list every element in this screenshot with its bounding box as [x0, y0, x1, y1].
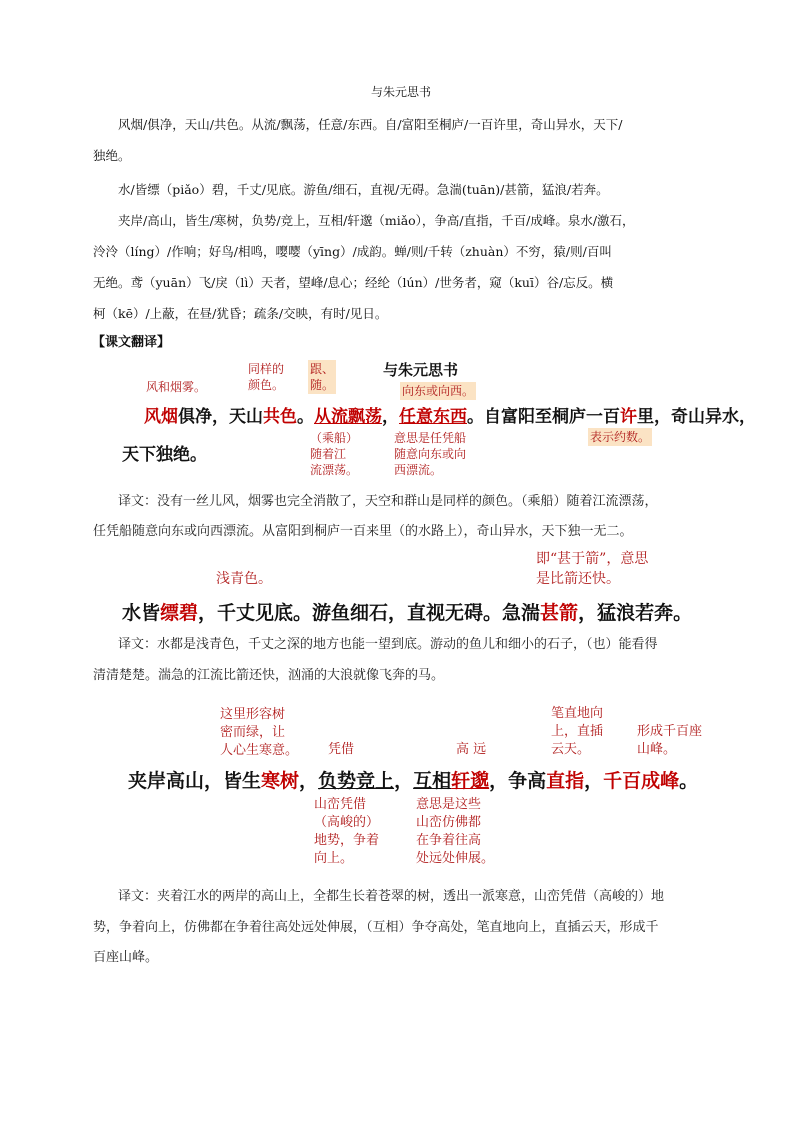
note-dongxi: 向东或向西。: [402, 384, 475, 398]
page-title: 与朱元思书: [371, 85, 432, 99]
original-line-5: 泠泠（líng）/作响；好鸟/相鸣，嘤嘤（yīng）/成韵。蝉/则/千转（zhuàn）不穷，猿/则/百叫: [93, 244, 612, 259]
word-fengyan: 风烟: [144, 407, 178, 427]
translation-3-line-3: 百座山峰。: [93, 950, 159, 965]
word-chengfeng: 千百成峰: [603, 770, 680, 792]
word-shenjian: 甚箭: [540, 602, 579, 624]
block1-sentence: [144, 402, 756, 427]
original-line-7: 柯（kē）/上蔽，在昼/犹昏；疏条/交映，有时/见日。: [93, 306, 388, 321]
text-seg: ，猛浪若奔。: [578, 602, 693, 624]
text-seg: 俱净，天山: [178, 407, 263, 427]
note-chuan: （乘船） 随着江 流漂荡。: [310, 431, 359, 477]
original-line-1: 风烟/俱净，天山/共色。从流/飘荡，任意/东西。自/富阳至桐庐/一百许里，奇山异水，天下/: [118, 117, 623, 132]
note-shenjian: 即“甚于箭”，意思 是比箭还快。: [536, 551, 649, 587]
translation-1-line-1: 译文：没有一丝儿风，烟雾也完全消散了，天空和群山是同样的颜色。（乘船）随着江流漂荡，: [118, 494, 658, 509]
section-heading: 【课文翻译】: [92, 335, 171, 350]
word-hanshu: 寒树: [261, 770, 300, 792]
word-congliu: 从流飘荡: [314, 407, 382, 427]
translation-2-line-2: 清清楚楚。湍急的江流比箭还快，汹涌的大浪就像飞奔的马。: [93, 668, 445, 683]
word-xuanmiao: 轩邈: [451, 770, 490, 792]
word-fushi: 负势竞上: [318, 770, 395, 792]
block1-sentence-cont: 天下独绝。: [122, 445, 207, 465]
note-gaoyuan: 高 远: [456, 742, 487, 757]
block1-title: 与朱元思书: [383, 361, 459, 379]
text-seg: 。自富阳至桐庐一百: [467, 407, 620, 427]
word-piaobi: 缥碧: [160, 602, 199, 624]
word-renyi: 任意东西: [399, 407, 467, 427]
text-seg: 夹岸高山，皆生: [128, 770, 262, 792]
original-line-2: 独绝。: [93, 148, 131, 163]
note-xu: 表示约数。: [590, 430, 651, 444]
text-seg: 。: [297, 407, 314, 427]
text-seg: ，: [299, 770, 319, 792]
original-line-3: 水/皆缥（piǎo）碧，千丈/见底。游鱼/细石，直视/无碍。急湍(tuān)/甚箭，猛浪/若奔。: [118, 182, 609, 197]
text-seg: 水皆: [122, 602, 161, 624]
word-gongse: 共色: [263, 407, 297, 427]
translation-1-line-2: 任凭船随意向东或向西漂流。从富阳到桐庐一百来里（的水路上），奇山异水，天下独一无二。: [93, 524, 633, 539]
note-hanshu: 这里形容树 密而绿，让 人心生寒意。: [220, 707, 299, 758]
text-seg: 。: [679, 770, 699, 792]
text-seg: ，争高: [489, 770, 547, 792]
original-line-6: 无绝。鸢（yuān）飞/戾（lì）天者，望峰/息心；经纶（lún）/世务者，窥（kuī）谷/忘反。横: [93, 275, 614, 290]
text-seg: ，: [584, 770, 604, 792]
note-fushi: 山峦凭借 （高峻的） 地势，争着 向上。: [314, 797, 380, 866]
translation-3-line-2: 势，争着向上，仿佛都在争着往高处远处伸展，（互相）争夺高处，笔直地向上，直插云天，形成千: [93, 920, 659, 935]
note-xuanmiao: 意思是这些 山峦仿佛都 在争着往高 处远处伸展。: [416, 797, 495, 866]
note-fengyan: 风和烟雾。: [146, 380, 207, 394]
note-zhizhi: 笔直地向 上，直插 云天。: [551, 706, 604, 757]
word-huxiang: 互相: [413, 770, 452, 792]
note-renyi: 意思是任凭船 随意向东或向 西漂流。: [394, 431, 467, 477]
text-seg: ，: [394, 770, 414, 792]
text-seg: 里，奇山异水，: [637, 407, 756, 427]
block2-sentence: [122, 598, 692, 625]
note-gongse: 同样的 颜色。: [248, 362, 285, 392]
note-chengfeng: 形成千百座 山峰。: [637, 724, 703, 757]
translation-2-line-1: 译文：水都是浅青色，千丈之深的地方也能一望到底。游动的鱼儿和细小的石子，（也）能看得: [118, 637, 658, 652]
word-zhizhi: 直指: [546, 770, 585, 792]
word-xu: 许: [620, 407, 637, 427]
note-qianqing: 浅青色。: [216, 571, 272, 587]
original-line-4: 夹岸/高山，皆生/寒树，负势/竞上，互相/轩邈（miǎo），争高/直指，千百/成峰。泉水/激石，: [118, 213, 635, 228]
note-cong: 跟、 随。: [310, 362, 335, 392]
text-seg: ，: [382, 407, 399, 427]
block3-sentence: [128, 766, 698, 793]
note-pingjie: 凭借: [328, 742, 355, 757]
translation-3-line-1: 译文：夹着江水的两岸的高山上，全都生长着苍翠的树，透出一派寒意，山峦凭借（高峻的）地: [118, 889, 665, 904]
text-seg: ，千丈见底。游鱼细石，直视无碍。急湍: [198, 602, 541, 624]
